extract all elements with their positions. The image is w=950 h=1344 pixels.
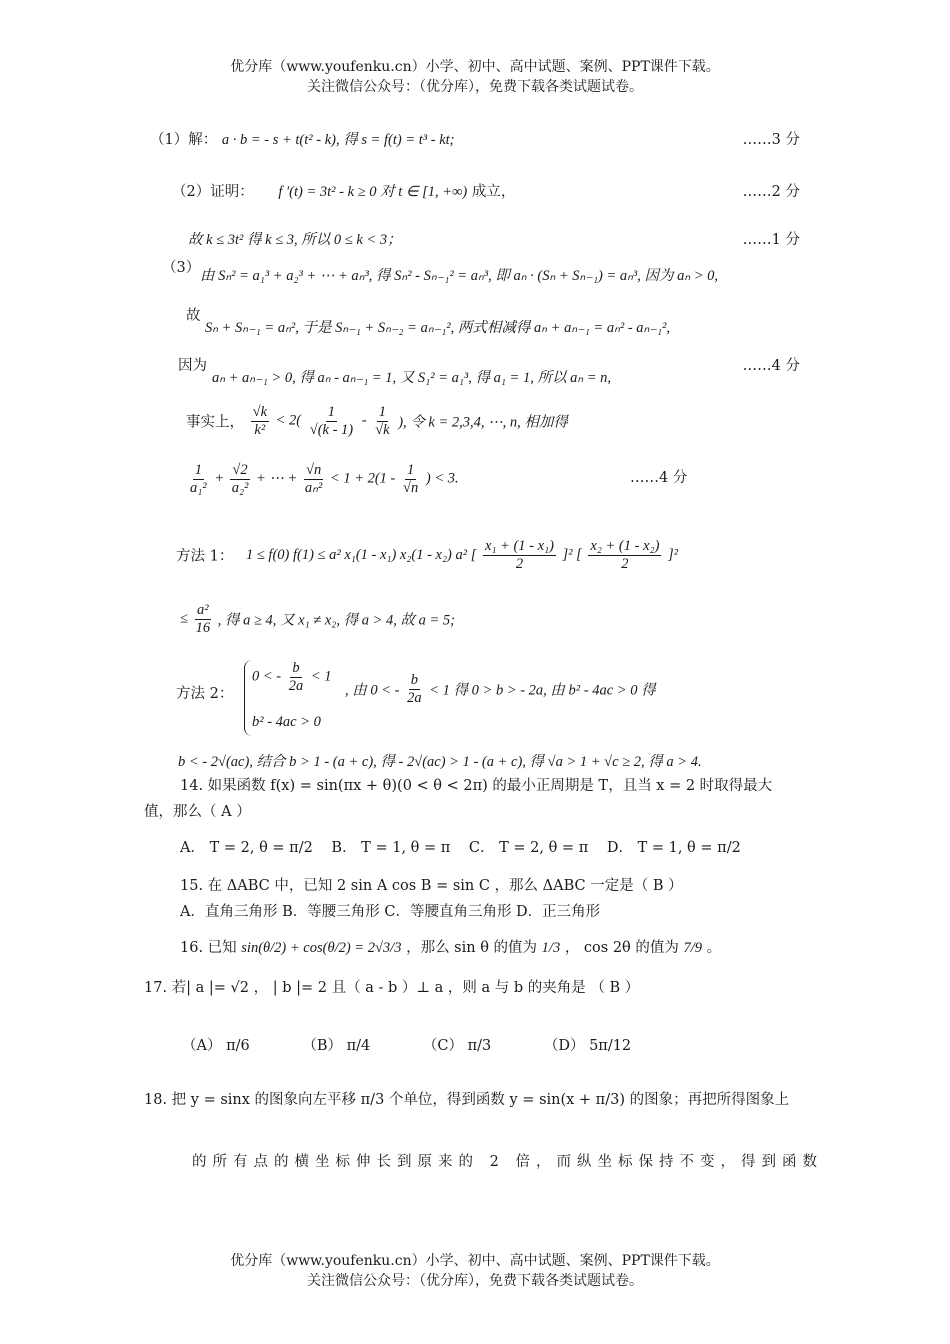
q16-value-1: 1/3: [541, 940, 561, 956]
fact-line: [186, 404, 568, 438]
method-1-mid: ]² [: [562, 546, 582, 563]
q16-expr: sin(θ/2) + cos(θ/2) = 2√3/3: [241, 940, 402, 956]
q14-option-c: C． T = 2, θ = π: [468, 840, 589, 856]
method-1-label: 方法 1：: [176, 548, 234, 565]
q17-option-c: （C） π/3: [422, 1038, 492, 1054]
sum-score: ……4 分: [630, 470, 688, 486]
part3-line-3-prefix: 因为: [178, 358, 207, 374]
method-1-end: ]²: [668, 546, 679, 563]
method-1-fraction-2: [588, 538, 661, 572]
part3-label: （3）: [162, 260, 201, 276]
m2-mid-post: < 1 得 0 > b > - 2a, 由 b² - 4ac > 0 得: [429, 682, 656, 699]
sum-term-2: [230, 462, 251, 496]
part2-score: ……2 分: [742, 184, 800, 200]
m2-mid-den: 2a: [407, 689, 422, 706]
method-2-label: 方法 2：: [176, 686, 234, 702]
solution-part1: [150, 128, 455, 149]
part3-line-2-prefix: 故: [186, 308, 201, 324]
fact-fraction-2: [373, 404, 391, 438]
q17-text: 17. 若| a |= √2 ， | b |= 2 且（ a - b ）⊥ a ，则 a 与 b 的夹角是 （ B ）: [144, 980, 640, 996]
q16-pre: 16. 已知: [180, 940, 237, 956]
footer-line-2: 关注微信公众号：（优分库），免费下载各类试题试卷。: [307, 1273, 643, 1289]
part2-label: （2）证明：: [172, 184, 254, 200]
sum-rhs: < 1 + 2(1 -: [329, 470, 396, 487]
sum-term-n: [303, 462, 324, 496]
part1-math: a · b = - s + t(t² - k), 得 s = f(t) = t³ - kt;: [221, 132, 455, 148]
sum-tn-den: aₙ²: [304, 479, 323, 496]
q14-options: [180, 836, 741, 857]
q16-mid-2: ， cos 2θ 的值为: [564, 940, 679, 956]
q16-mid: ，那么 sin θ 的值为: [406, 940, 538, 956]
fact-f2-num: 1: [378, 404, 387, 420]
fact-lhs-den: k²: [254, 421, 266, 438]
method-1-fraction-1: [483, 538, 556, 572]
fact-f2-den: √k: [375, 421, 390, 438]
q18-text: 18. 把 y = sinx 的图象向左平移 π/3 个单位，得到函数 y = sin(x + π/3) 的图象；再把所得图象上: [144, 1092, 790, 1108]
fact-f1-den: √(k - 1): [309, 421, 354, 438]
m1b-den: 16: [195, 619, 211, 636]
m1b-text: , 得 a ≥ 4, 又 x₁ ≠ x₂, 得 a > 4, 故 a = 5;: [217, 612, 455, 629]
m2-mid-pre: , 由 0 < -: [345, 682, 400, 699]
part3-line-2: Sₙ + Sₙ₋₁ = aₙ², 于是 Sₙ₋₁ + Sₙ₋₂ = aₙ₋₁², 两式相减得 aₙ + aₙ₋₁ = aₙ² - aₙ₋₁²,: [205, 320, 670, 336]
sum-t1-num: 1: [194, 462, 202, 478]
part2-conclusion-score: ……1 分: [742, 232, 800, 248]
m1b-fraction: [194, 602, 213, 636]
q14-option-d: D． T = 1, θ = π/2: [606, 840, 741, 856]
q15-text: 15. 在 ΔABC 中，已知 2 sin A cos B = sin C ，那么 ΔABC 一定是（ B ）: [180, 878, 683, 894]
q17-option-a: （A） π/6: [182, 1038, 250, 1054]
footer-line-1: 优分库（www.youfenku.cn）小学、初中、高中试题、案例、PPT课件下载。: [230, 1253, 720, 1269]
m2-case1-pre: 0 < -: [252, 668, 282, 685]
method-2-mid: [345, 672, 656, 706]
sum-rhs-num: 1: [407, 462, 415, 478]
q16-line: [180, 936, 721, 957]
method-2-last: b < - 2√(ac), 结合 b > 1 - (a + c), 得 - 2√(ac) > 1 - (a + c), 得 √a > 1 + √c ≥ 2, 得 a > 4.: [178, 754, 702, 770]
fact-mid: < 2(: [275, 412, 302, 429]
q14-option-a: A． T = 2, θ = π/2: [180, 840, 313, 856]
fact-f1-num: 1: [327, 404, 336, 420]
sum-t2-num: √2: [232, 462, 248, 478]
fact-lhs-num: √k: [252, 404, 268, 420]
part3-line-1: 由 Sₙ² = a₁³ + a₂³ + ⋯ + aₙ³, 得 Sₙ² - Sₙ₋₁² = aₙ³, 即 aₙ · (Sₙ + Sₙ₋₁) = aₙ³, 因为 aₙ > 0,: [200, 268, 719, 284]
m2-case1-post: < 1: [310, 668, 332, 685]
method-2-case-1: [252, 660, 332, 694]
fact-minus: -: [361, 412, 367, 429]
part2-math: f ′(t) = 3t² - k ≥ 0 对 t ∈ [1, +∞): [278, 184, 468, 200]
q14-text: 14. 如果函数 f(x) = sin(πx + θ)(0 < θ < 2π) 的最小正周期是 T，且当 x = 2 时取得最大: [180, 778, 773, 794]
m2-case1-den: 2a: [288, 677, 304, 694]
part3-line-3: aₙ + aₙ₋₁ > 0, 得 aₙ - aₙ₋₁ = 1, 又 S₁² = a₁³, 得 a₁ = 1, 所以 aₙ = n,: [212, 370, 612, 386]
sum-t2-den: a₂²: [231, 479, 249, 496]
q16-value-2: 7/9: [683, 940, 703, 956]
sum-line: $\frac{1}{\text{a₁²}}$ + $\frac{√2}{\text{a₂²}}$ + ⋯ + $\frac{√n}{\text{aₙ²}}$ < 1 + 2(1 - $\frac{1}{√n}$ ) < 3.: [190, 462, 459, 496]
sum-rhs-fraction: [401, 462, 420, 496]
method-1-line: [176, 538, 678, 572]
q14-text-2: 值，那么（ A ）: [144, 804, 251, 820]
header-line-1: 优分库（www.youfenku.cn）小学、初中、高中试题、案例、PPT课件下载。: [230, 59, 720, 75]
m2-mid-fraction: [405, 672, 424, 706]
q17-options: [182, 1034, 631, 1055]
m2-mid-num: b: [410, 672, 418, 688]
q14-option-b: B． T = 1, θ = π: [331, 840, 451, 856]
part1-score: ……3 分: [742, 132, 800, 148]
part2-conclusion: 故 k ≤ 3t² 得 k ≤ 3, 所以 0 ≤ k < 3；: [188, 232, 402, 248]
sum-term-1: [188, 462, 209, 496]
m1-f1-num: x₁ + (1 - x₁): [484, 538, 554, 554]
q17-option-b: （B） π/4: [302, 1038, 371, 1054]
q17-option-d: （D） 5π/12: [543, 1038, 632, 1054]
method-1-math: 1 ≤ f(0) f(1) ≤ a² x₁(1 - x₁) x₂(1 - x₂) a² [: [245, 546, 477, 563]
m2-case1-fraction: [287, 660, 306, 694]
sum-dots: + ⋯ +: [255, 470, 298, 487]
m2-case1-num: b: [292, 660, 300, 676]
fact-suffix: ), 令 k = 2,3,4, ⋯, n, 相加得: [398, 414, 568, 431]
part3-line-3-score: ……4 分: [742, 358, 800, 374]
fact-prefix: 事实上，: [186, 414, 244, 431]
method-1-conclusion: [180, 602, 455, 636]
m1-f2-den: 2: [621, 555, 629, 572]
part2-suffix: 成立，: [471, 184, 516, 200]
method-2-case-2: b² - 4ac > 0: [252, 714, 321, 730]
m1b-num: a²: [197, 602, 209, 618]
m1-f2-num: x₂ + (1 - x₂): [590, 538, 660, 554]
q16-end: 。: [706, 940, 722, 956]
m1b-prefix: ≤: [180, 610, 188, 627]
fact-lhs-fraction: [251, 404, 269, 438]
sum-rhs-den: √n: [403, 479, 419, 496]
part1-label: （1）解：: [150, 132, 218, 148]
fact-fraction-1: [308, 404, 355, 438]
sum-end: ) < 3.: [425, 470, 459, 487]
m1-f1-den: 2: [515, 555, 524, 572]
sum-tn-num: √n: [305, 462, 322, 478]
q15-options: A．直角三角形 B．等腰三角形 C．等腰直角三角形 D．正三角形: [180, 904, 601, 920]
q18-text-2: 的所有点的横坐标伸长到原来的 2 倍，而纵坐标保持不变，得到函数: [192, 1154, 823, 1170]
solution-part2: [172, 180, 515, 201]
sum-t1-den: a₁²: [190, 479, 207, 496]
header-line-2: 关注微信公众号：（优分库），免费下载各类试题试卷。: [307, 79, 643, 95]
